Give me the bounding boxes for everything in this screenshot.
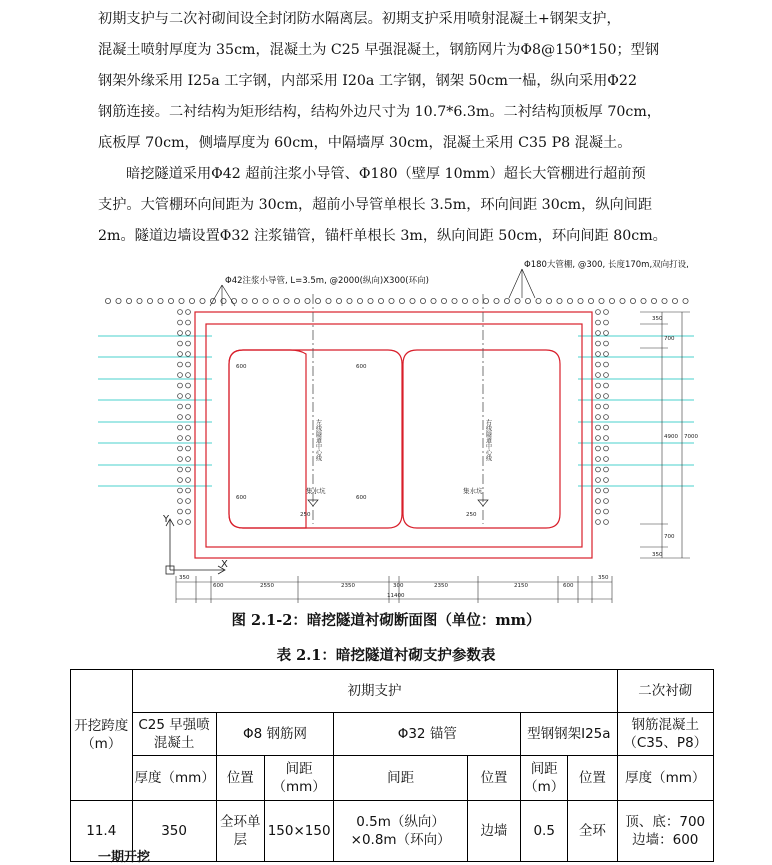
- pipe-circle: [596, 404, 601, 409]
- pipe-circle: [252, 298, 257, 303]
- table-row: [71, 801, 714, 862]
- pipe-circle: [315, 298, 320, 303]
- pipe-circle: [431, 298, 436, 303]
- pipe-circle: [604, 341, 609, 346]
- svg-text:300: 300: [393, 583, 404, 589]
- pipe-circle: [186, 520, 191, 525]
- cell-frame-spacing: 0.5: [521, 801, 568, 862]
- svg-text:350: 350: [652, 316, 663, 322]
- svg-text:11400: 11400: [387, 593, 405, 599]
- pipe-circle: [483, 298, 488, 303]
- pipe-circle: [200, 298, 205, 303]
- header-shotcrete: C25 早强喷混凝土: [132, 713, 216, 756]
- pipe-circle: [662, 298, 667, 303]
- small-pipe-annotation: Φ42注浆小导管, L=3.5m, @2000(纵向)X300(环向): [225, 276, 429, 286]
- pipe-circle: [609, 298, 614, 303]
- pipe-circle: [596, 499, 601, 504]
- svg-text:600: 600: [356, 495, 367, 501]
- pipe-circle: [178, 383, 183, 388]
- pipe-circle: [604, 362, 609, 367]
- pipe-circle: [596, 320, 601, 325]
- pipe-circle: [186, 362, 191, 367]
- sump-left-label: 集水坑: [306, 487, 326, 495]
- pipe-circle: [158, 298, 163, 303]
- pipe-circle: [399, 298, 404, 303]
- pipe-circle: [604, 352, 609, 357]
- pipe-circle: [178, 362, 183, 367]
- pipe-circle: [126, 298, 131, 303]
- para1-line-2: 混凝土喷射厚度为 35cm，混凝土为 C25 早强混凝土，钢筋网片为Φ8@150*150；型钢: [98, 42, 660, 58]
- pipe-circle: [178, 394, 183, 399]
- svg-text:250: 250: [466, 512, 477, 518]
- pipe-roof-circles: [105, 298, 688, 524]
- cell-anchor-position: 边墙: [467, 801, 520, 862]
- pipe-circle: [305, 298, 310, 303]
- pipe-circle: [273, 298, 278, 303]
- svg-text:600: 600: [236, 364, 247, 370]
- pipe-circle: [596, 520, 601, 525]
- tunnel-section-drawing: [0, 254, 772, 610]
- pipe-circle: [178, 457, 183, 462]
- para2-line-3: 2m。隧道边墙设置Φ32 注浆锚管，锚杆单根长 3m，纵向间距 50cm，环向间距 80cm。: [98, 228, 667, 244]
- pipe-circle: [604, 436, 609, 441]
- pipe-circle: [557, 298, 562, 303]
- pipe-circle: [186, 478, 191, 483]
- svg-text:350: 350: [179, 575, 190, 581]
- outer-excavation-outline: [195, 312, 592, 558]
- svg-text:2550: 2550: [260, 583, 274, 589]
- pipe-circle: [178, 415, 183, 420]
- axis-x-label: X: [221, 559, 228, 570]
- header-anchor: Φ32 锚管: [334, 713, 521, 756]
- svg-text:2350: 2350: [341, 583, 355, 589]
- pipe-circle: [178, 488, 183, 493]
- pipe-circle: [410, 298, 415, 303]
- pipe-circle: [116, 298, 121, 303]
- pipe-circle: [178, 341, 183, 346]
- pipe-roof-annotation: Φ180大管棚, @300, 长度170m,双向打设,: [524, 260, 689, 270]
- col-anchor-position: 位置: [467, 756, 520, 801]
- pipe-circle: [347, 298, 352, 303]
- para1-line-4: 钢筋连接。二衬结构为矩形结构，结构外边尺寸为 10.7*6.3m。二衬结构顶板厚 70cm，: [98, 104, 661, 120]
- svg-text:600: 600: [356, 364, 367, 370]
- pipe-circle: [263, 298, 268, 303]
- col-mesh-position: 位置: [216, 756, 264, 801]
- axis-y-label: Y: [163, 514, 170, 525]
- pipe-circle: [178, 352, 183, 357]
- cell-anchor-spacing: 0.5m（纵向）×0.8m（环向）: [334, 801, 467, 862]
- pipe-circle: [186, 383, 191, 388]
- pipe-circle: [326, 298, 331, 303]
- cell-mesh-spacing: 150×150: [264, 801, 334, 862]
- col-thickness: 厚度（mm）: [132, 756, 216, 801]
- pipe-circle: [178, 425, 183, 430]
- pipe-circle: [596, 331, 601, 336]
- bottom-dim-labels: [179, 575, 609, 599]
- pipe-circle: [105, 298, 110, 303]
- pipe-circle: [604, 478, 609, 483]
- pipe-circle: [147, 298, 152, 303]
- pipe-circle: [596, 352, 601, 357]
- right-centerline-label: 右线隧道中心线: [484, 419, 492, 461]
- trailing-heading: 一期开挖: [98, 850, 151, 865]
- pipe-circle: [536, 298, 541, 303]
- pipe-circle: [604, 331, 609, 336]
- col-rc-thickness: 厚度（mm）: [617, 756, 713, 801]
- pipe-circle: [596, 425, 601, 430]
- pipe-circle: [186, 310, 191, 315]
- pipe-circle: [420, 298, 425, 303]
- svg-text:600: 600: [213, 583, 224, 589]
- secondary-lining-outline: [206, 324, 582, 547]
- pipe-circle: [178, 520, 183, 525]
- pipe-circle: [596, 488, 601, 493]
- cell-span: 11.4: [71, 801, 133, 862]
- pipe-circle: [389, 298, 394, 303]
- pipe-circle: [604, 499, 609, 504]
- pipe-circle: [596, 509, 601, 514]
- pipe-circle: [178, 509, 183, 514]
- pipe-circle: [596, 446, 601, 451]
- pipe-circle: [186, 415, 191, 420]
- pipe-circle: [178, 320, 183, 325]
- pipe-circle: [178, 310, 183, 315]
- left-cell-outline: [229, 350, 306, 528]
- pipe-circle: [368, 298, 373, 303]
- svg-text:2350: 2350: [434, 583, 448, 589]
- pipe-circle: [504, 298, 509, 303]
- svg-text:250: 250: [300, 512, 311, 518]
- header-primary-support: 初期支护: [132, 670, 617, 713]
- col-frame-spacing: 间距（m）: [521, 756, 568, 801]
- svg-text:700: 700: [664, 336, 675, 342]
- pipe-circle: [462, 298, 467, 303]
- pipe-circle: [604, 509, 609, 514]
- paragraph-lining: [98, 4, 698, 159]
- para1-line-5: 底板厚 70cm，侧墙厚度为 60cm，中隔墙厚 30cm，混凝土采用 C35 P8 混凝土。: [98, 135, 632, 151]
- svg-text:350: 350: [598, 575, 609, 581]
- pipe-circle: [284, 298, 289, 303]
- cell-rc-thickness: 顶、底：700边墙：600: [617, 801, 713, 862]
- pipe-circle: [186, 446, 191, 451]
- pipe-circle: [178, 478, 183, 483]
- pipe-circle: [567, 298, 572, 303]
- pipe-circle: [604, 373, 609, 378]
- pipe-circle: [178, 436, 183, 441]
- cell-mesh-position: 全环单层: [216, 801, 264, 862]
- pipe-circle: [294, 298, 299, 303]
- pipe-circle: [494, 298, 499, 303]
- pipe-circle: [588, 298, 593, 303]
- sump-right-label: 集水坑: [463, 487, 483, 495]
- pipe-circle: [178, 404, 183, 409]
- para2-line-1: 暗挖隧道采用Φ42 超前注浆小导管、Φ180（壁厚 10mm）超长大管棚进行超前预: [126, 166, 646, 182]
- pipe-circle: [186, 404, 191, 409]
- right-cell-outline: [403, 350, 560, 528]
- pipe-circle: [186, 467, 191, 472]
- pipe-circle: [596, 457, 601, 462]
- inner-small-dims: [236, 364, 477, 518]
- pipe-circle: [137, 298, 142, 303]
- svg-text:2150: 2150: [514, 583, 528, 589]
- pipe-circle: [578, 298, 583, 303]
- header-rc: 钢筋混凝土（C35、P8）: [617, 713, 713, 756]
- header-steel-frame: 型钢钢架I25a: [521, 713, 617, 756]
- pipe-circle: [186, 320, 191, 325]
- pipe-circle: [441, 298, 446, 303]
- pipe-circle: [546, 298, 551, 303]
- pipe-circle: [604, 310, 609, 315]
- pipe-circle: [604, 383, 609, 388]
- pipe-circle: [179, 298, 184, 303]
- pipe-circle: [672, 298, 677, 303]
- pipe-circle: [178, 331, 183, 336]
- pipe-circle: [604, 425, 609, 430]
- svg-text:600: 600: [563, 583, 574, 589]
- pipe-circle: [525, 298, 530, 303]
- pipe-circle: [596, 478, 601, 483]
- svg-text:350: 350: [652, 552, 663, 558]
- header-span: 开挖跨度（m）: [71, 670, 133, 801]
- pipe-circle: [620, 298, 625, 303]
- svg-text:7000: 7000: [684, 434, 698, 440]
- pipe-circle: [186, 457, 191, 462]
- table-caption: 表 2.1：暗挖隧道衬砌支护参数表: [276, 647, 496, 664]
- pipe-circle: [596, 362, 601, 367]
- col-mesh-spacing: 间距（mm）: [264, 756, 334, 801]
- paragraph-pre-support: [98, 159, 698, 252]
- pipe-circle: [604, 415, 609, 420]
- pipe-circle: [473, 298, 478, 303]
- pipe-circle: [357, 298, 362, 303]
- pipe-circle: [178, 499, 183, 504]
- pipe-circle: [604, 488, 609, 493]
- figure-caption: 图 2.1-2：暗挖隧道衬砌断面图（单位：mm）: [231, 612, 541, 629]
- pipe-circle: [186, 341, 191, 346]
- pipe-circle: [186, 394, 191, 399]
- pipe-circle: [186, 509, 191, 514]
- pipe-circle: [186, 436, 191, 441]
- pipe-circle: [221, 298, 226, 303]
- pipe-circle: [178, 446, 183, 451]
- svg-text:4900: 4900: [664, 434, 678, 440]
- pipe-circle: [596, 373, 601, 378]
- pipe-circle: [186, 331, 191, 336]
- pipe-circle: [641, 298, 646, 303]
- ground-lines: [98, 336, 694, 486]
- pipe-circle: [596, 310, 601, 315]
- pipe-circle: [683, 298, 688, 303]
- left-centerline-label: 左线隧道中心线: [314, 419, 322, 461]
- para1-line-1: 初期支护与二次衬砌间设全封闭防水隔离层。初期支护采用喷射混凝土+钢架支护，: [98, 11, 621, 27]
- pipe-circle: [186, 499, 191, 504]
- pipe-circle: [186, 352, 191, 357]
- pipe-circle: [178, 467, 183, 472]
- svg-text:700: 700: [664, 534, 675, 540]
- svg-text:600: 600: [236, 495, 247, 501]
- pipe-circle: [604, 320, 609, 325]
- pipe-circle: [604, 404, 609, 409]
- support-parameter-table: [70, 669, 714, 862]
- pipe-circle: [596, 436, 601, 441]
- pipe-circle: [604, 394, 609, 399]
- pipe-circle: [186, 488, 191, 493]
- pipe-circle: [604, 520, 609, 525]
- cell-frame-position: 全环: [568, 801, 617, 862]
- pipe-circle: [452, 298, 457, 303]
- pipe-circle: [178, 373, 183, 378]
- pipe-circle: [599, 298, 604, 303]
- para1-line-3: 钢架外缘采用 I25a 工字钢，内部采用 I20a 工字钢，钢架 50cm一榀，纵向采用Φ22: [98, 73, 637, 89]
- pipe-circle: [651, 298, 656, 303]
- pipe-circle: [378, 298, 383, 303]
- pipe-circle: [596, 394, 601, 399]
- col-frame-position: 位置: [568, 756, 617, 801]
- header-mesh: Φ8 钢筋网: [216, 713, 334, 756]
- pipe-circle: [336, 298, 341, 303]
- pipe-circle: [596, 467, 601, 472]
- header-secondary-lining: 二次衬砌: [617, 670, 713, 713]
- right-dim-labels: [652, 316, 698, 558]
- pipe-circle: [189, 298, 194, 303]
- para2-line-2: 支护。大管棚环向间距为 30cm，超前小导管单根长 3.5m，环向间距 30cm，纵向间距: [98, 197, 653, 213]
- pipe-circle: [604, 446, 609, 451]
- pipe-circle: [186, 425, 191, 430]
- pipe-circle: [596, 383, 601, 388]
- pipe-circle: [186, 373, 191, 378]
- pipe-circle: [515, 298, 520, 303]
- pipe-circle: [604, 457, 609, 462]
- cell-thickness: 350: [132, 801, 216, 862]
- col-anchor-spacing: 间距: [334, 756, 467, 801]
- pipe-circle: [168, 298, 173, 303]
- pipe-circle: [596, 415, 601, 420]
- pipe-circle: [604, 467, 609, 472]
- pipe-circle: [630, 298, 635, 303]
- pipe-circle: [242, 298, 247, 303]
- pipe-circle: [596, 341, 601, 346]
